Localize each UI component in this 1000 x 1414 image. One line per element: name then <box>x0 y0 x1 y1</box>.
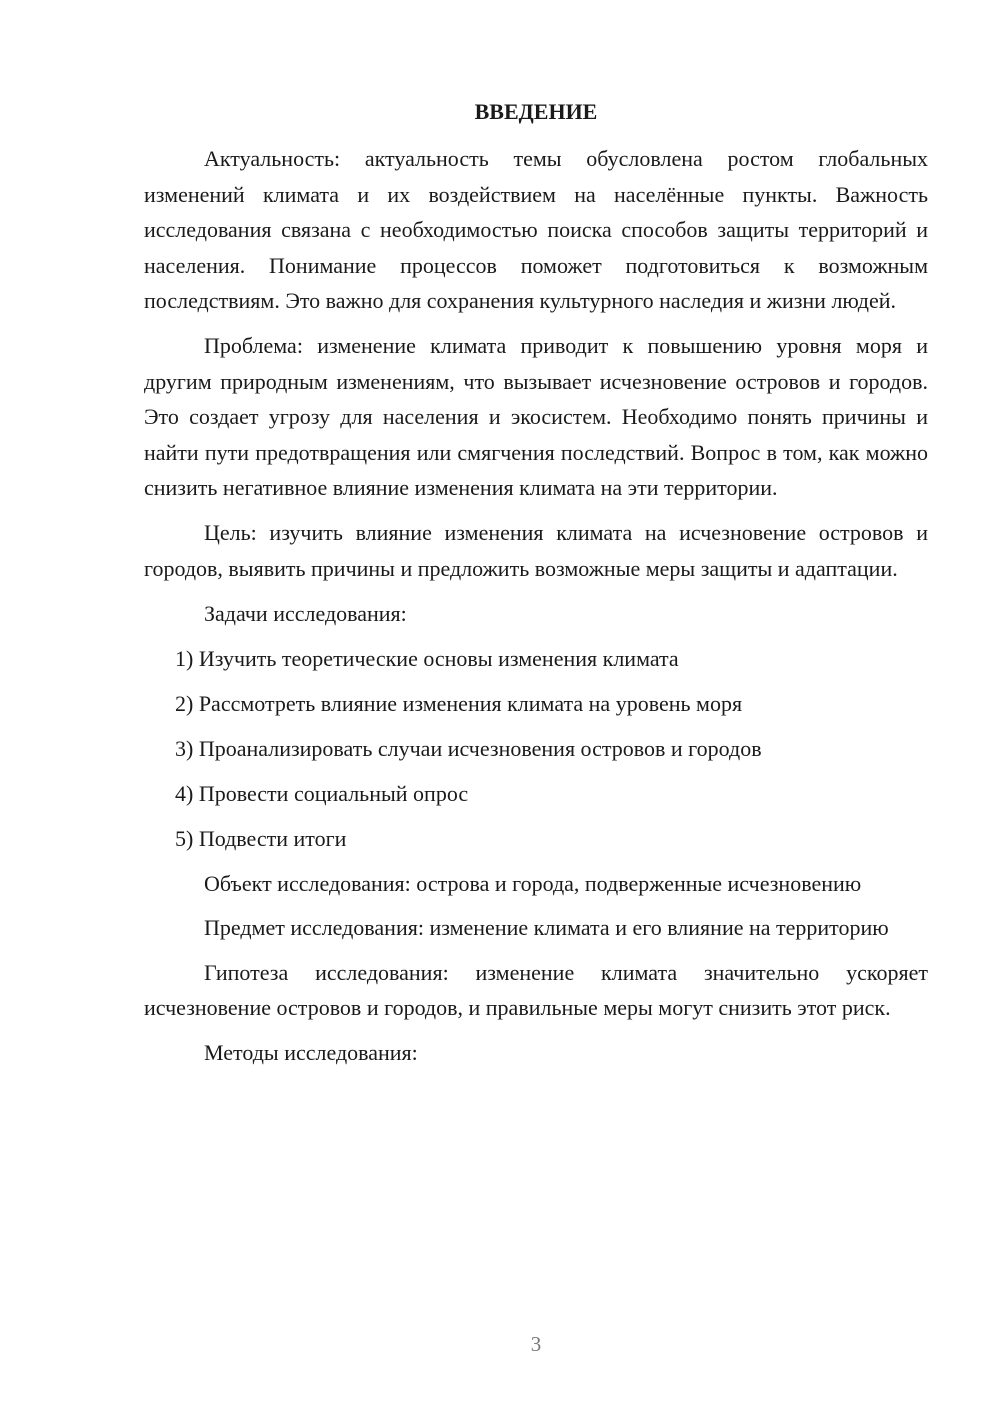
tasks-list <box>144 641 928 856</box>
document-page <box>144 94 928 1080</box>
methods-heading: Методы исследования: <box>204 1040 418 1066</box>
paragraph-hypothesis: Гипотеза исследования: изменение климата значительно ускоряет исчезновение островов и городов, и правильные меры могут снизить этот риск. <box>144 959 928 1020</box>
paragraph-object: Объект исследования: острова и города, подверженные исчезновению <box>204 870 862 896</box>
paragraph-relevance: Актуальность: актуальность темы обусловлена ростом глобальных изменений климата и их воздействием на населённые пункты. Важность исследования связана с необходимостью поиска способов защиты территорий и населения. Понимание процессов поможет подготовиться к возможным последствиям. Это важно для сохранения культурного наследия и жизни людей. <box>144 146 928 314</box>
list-item: 2) Рассмотреть влияние изменения климата на уровень моря <box>175 690 743 716</box>
tasks-heading: Задачи исследования: <box>204 601 407 627</box>
section-title: ВВЕДЕНИЕ <box>474 99 598 124</box>
paragraph-problem: Проблема: изменение климата приводит к повышению уровня моря и другим природным изменениям, что вызывает исчезновение островов и городов. Это создает угрозу для населения и экосистем. Необходимо понять причины и найти пути предотвращения или смягчения последствий. Вопрос в том, как можно снизить негативное влияние изменения климата на эти территории. <box>144 333 928 501</box>
list-item: 1) Изучить теоретические основы изменения климата <box>175 645 679 671</box>
page-number: 3 <box>530 1332 542 1356</box>
list-item: 5) Подвести итоги <box>175 825 347 851</box>
paragraph-subject: Предмет исследования: изменение климата и его влияние на территорию <box>204 915 889 941</box>
list-item: 3) Проанализировать случаи исчезновения островов и городов <box>175 735 762 761</box>
paragraph-goal: Цель: изучить влияние изменения климата на исчезновение островов и городов, выявить причины и предложить возможные меры защиты и адаптации. <box>144 520 928 581</box>
list-item: 4) Провести социальный опрос <box>175 780 469 806</box>
